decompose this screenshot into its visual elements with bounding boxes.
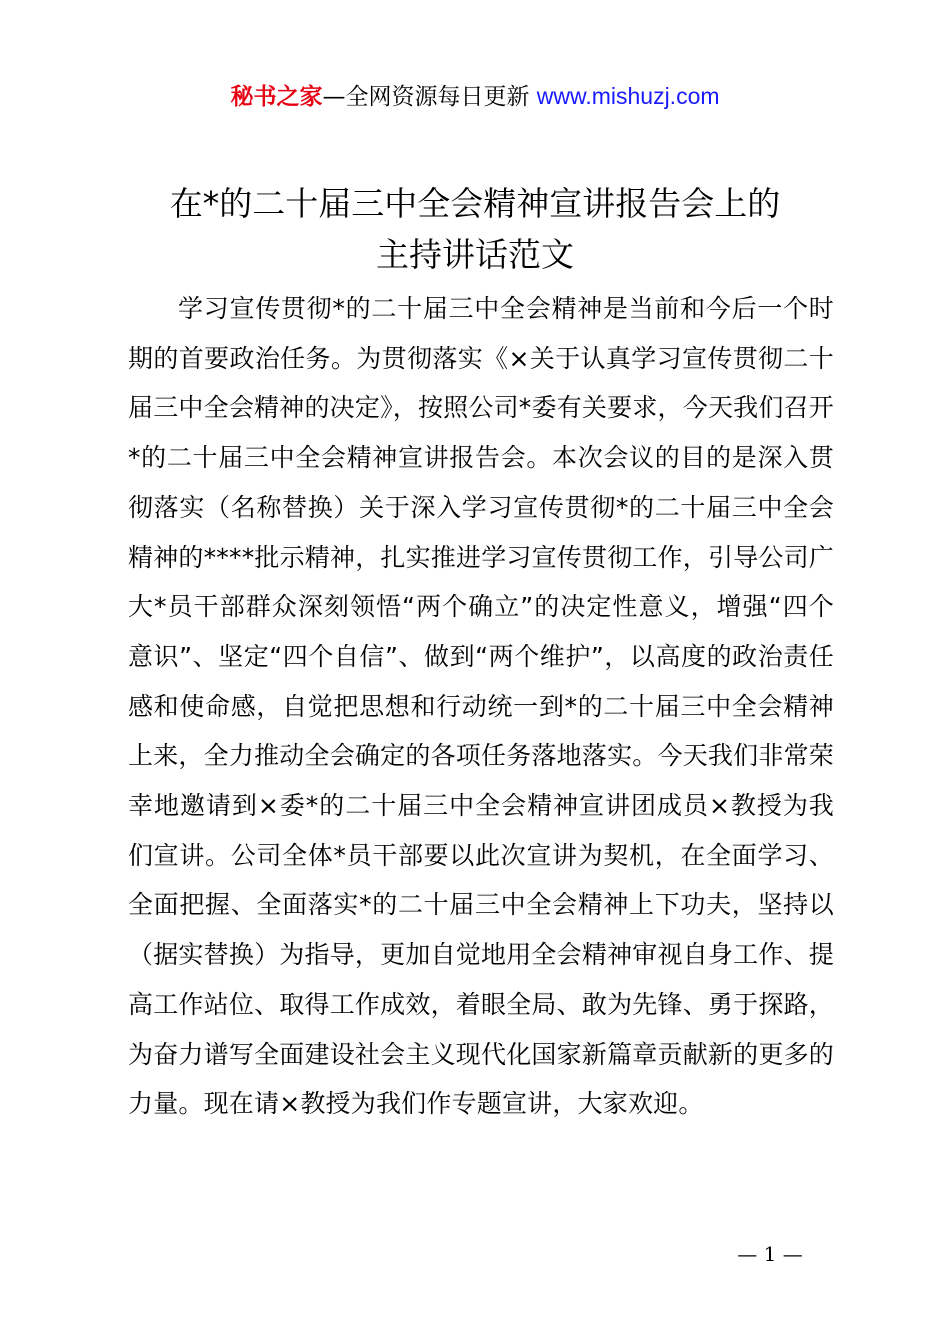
document-title bbox=[60, 178, 890, 280]
body-paragraph: 学习宣传贯彻*的二十届三中全会精神是当前和今后一个时期的首要政治任务。为贯彻落实《×关于认真学习宣传贯彻二十届三中全会精神的决定》，按照公司*委有关要求，今天我们召开*的二十届三中全会精神宣讲报告会。本次会议的目的是深入贯彻落实（名称替换）关于深入学习宣传贯彻*的二十届三中全会精神的****批示精神，扎实推进学习宣传贯彻工作，引导公司广大*员干部群众深刻领悟“两个确立”的决定性意义，增强“四个意识”、坚定“四个自信”、做到“两个维护”，以高度的政治责任感和使命感，自觉把思想和行动统一到*的二十届三中全会精神上来，全力推动全会确定的各项任务落地落实。今天我们非常荣幸地邀请到×委*的二十届三中全会精神宣讲团成员×教授为我们宣讲。公司全体*员干部要以此次宣讲为契机，在全面学习、全面把握、全面落实*的二十届三中全会精神上下功夫，坚持以（据实替换）为指导，更加自觉地用全会精神审视自身工作、提高工作站位、取得工作成效，着眼全局、敢为先锋、勇于探路，为奋力谱写全面建设社会主义现代化国家新篇章贡献新的更多的力量。现在请×教授为我们作专题宣讲，大家欢迎。 bbox=[128, 294, 835, 1119]
site-slogan: —全网资源每日更新 bbox=[322, 84, 537, 110]
page-number: — 1 — bbox=[737, 1242, 803, 1266]
site-brand: 秘书之家 bbox=[230, 84, 323, 110]
title-line-2: 主持讲话范文 bbox=[376, 235, 574, 274]
site-url-link[interactable]: www.mishuzj.com bbox=[536, 83, 720, 109]
title-line-1: 在*的二十届三中全会精神宣讲报告会上的 bbox=[169, 184, 781, 223]
site-header bbox=[0, 80, 950, 113]
